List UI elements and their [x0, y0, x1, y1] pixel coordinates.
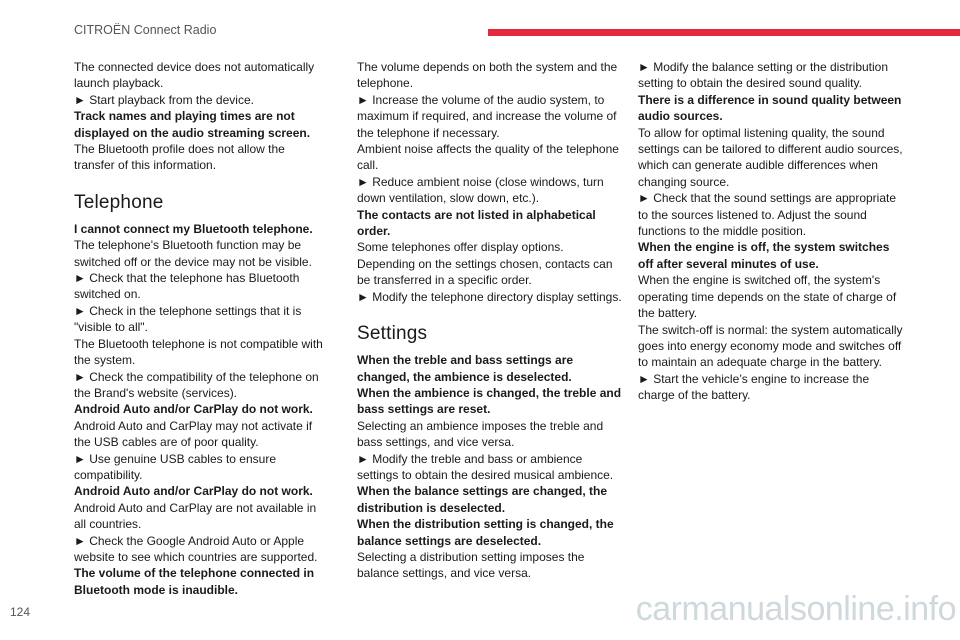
instruction: ► Check that the telephone has Bluetooth switched on. [74, 271, 300, 302]
instruction: ► Start playback from the device. [74, 92, 254, 107]
problem-heading: I cannot connect my Bluetooth telephone. [74, 221, 313, 236]
instruction: ► Reduce ambient noise (close windows, turn down ventilation, slow down, etc.). [357, 174, 604, 206]
paragraph: Android Auto and CarPlay may not activate if the USB cables are of poor quality. [74, 418, 313, 450]
instruction: ► Check the compatibility of the telephone on the Brand's website (services). [74, 369, 319, 400]
header-title: CITROËN Connect Radio [74, 23, 217, 37]
problem-heading: The volume of the telephone connected in Bluetooth mode is inaudible. [74, 566, 315, 597]
instruction: ► Increase the volume of the audio system, to maximum if required, and increase the volume of the telephone if necessary. [357, 92, 617, 140]
instruction: ► Check the Google Android Auto or Apple website to see which countries are supported. [74, 533, 318, 564]
problem-heading: When the balance settings are changed, the distribution is deselected. [357, 484, 608, 515]
paragraph: The switch-off is normal: the system automatically goes into energy economy mode and switches off to maintain an adequate charge in the battery. [638, 322, 903, 370]
paragraph: Ambient noise affects the quality of the telephone call. [357, 142, 619, 173]
problem-heading: Android Auto and/or CarPlay do not work. [74, 484, 313, 499]
paragraph: The Bluetooth telephone is not compatible with the system. [74, 336, 323, 368]
problem-heading: The contacts are not listed in alphabetical order. [357, 207, 596, 239]
instruction: ► Use genuine USB cables to ensure compatibility. [74, 451, 276, 482]
paragraph: Android Auto and CarPlay are not available in all countries. [74, 500, 317, 532]
watermark: carmanualsonline.info [635, 590, 956, 628]
page-number: 124 [10, 605, 31, 619]
header-accent-bar [488, 29, 960, 36]
paragraph: Selecting a distribution setting imposes the balance settings, and vice versa. [357, 549, 585, 581]
paragraph: The volume depends on both the system and the telephone. [357, 60, 618, 91]
paragraph: The connected device does not automatically launch playback. [74, 60, 315, 91]
instruction: ► Start the vehicle’s engine to increase the charge of the battery. [638, 371, 870, 403]
paragraph: The Bluetooth profile does not allow the transfer of this information. [74, 142, 285, 173]
section-title-telephone: Telephone [74, 191, 164, 213]
problem-heading: When the distribution setting is changed, the balance settings are deselected. [357, 517, 614, 548]
problem-heading: There is a difference in sound quality between audio sources. [638, 92, 902, 124]
paragraph: When the engine is switched off, the system's operating time depends on the state of charge of the battery. [638, 273, 897, 321]
instruction: ► Check in the telephone settings that it is "visible to all". [74, 303, 302, 335]
column-2 [357, 59, 623, 582]
instruction: ► Modify the balance setting or the distribution setting to obtain the desired sound quality. [638, 60, 889, 91]
column-1 [74, 59, 324, 598]
paragraph: The telephone's Bluetooth function may be switched off or the device may not be visible. [74, 238, 312, 269]
problem-heading: When the engine is off, the system switches off after several minutes of use. [638, 240, 890, 271]
instruction: ► Check that the sound settings are appropriate to the sources listened to. Adjust the sound functions to the middle position. [638, 191, 897, 239]
paragraph: Selecting an ambience imposes the treble and bass settings, and vice versa. [357, 418, 604, 450]
paragraph: To allow for optimal listening quality, the sound settings can be tailored to different audio sources, which can generate audible differences when changing source. [638, 125, 903, 189]
problem-heading: When the ambience is changed, the treble and bass settings are reset. [357, 385, 622, 417]
problem-heading: Android Auto and/or CarPlay do not work. [74, 402, 313, 417]
section-title-settings: Settings [357, 323, 428, 345]
problem-heading: Track names and playing times are not displayed on the audio streaming screen. [74, 109, 311, 140]
paragraph: Some telephones offer display options. Depending on the settings chosen, contacts can be transferred in a specific order. [357, 240, 613, 288]
column-3 [638, 59, 904, 404]
instruction: ► Modify the treble and bass or ambience settings to obtain the desired musical ambience. [357, 451, 614, 482]
problem-heading: When the treble and bass settings are changed, the ambience is deselected. [357, 353, 574, 384]
instruction: ► Modify the telephone directory display settings. [357, 289, 622, 304]
